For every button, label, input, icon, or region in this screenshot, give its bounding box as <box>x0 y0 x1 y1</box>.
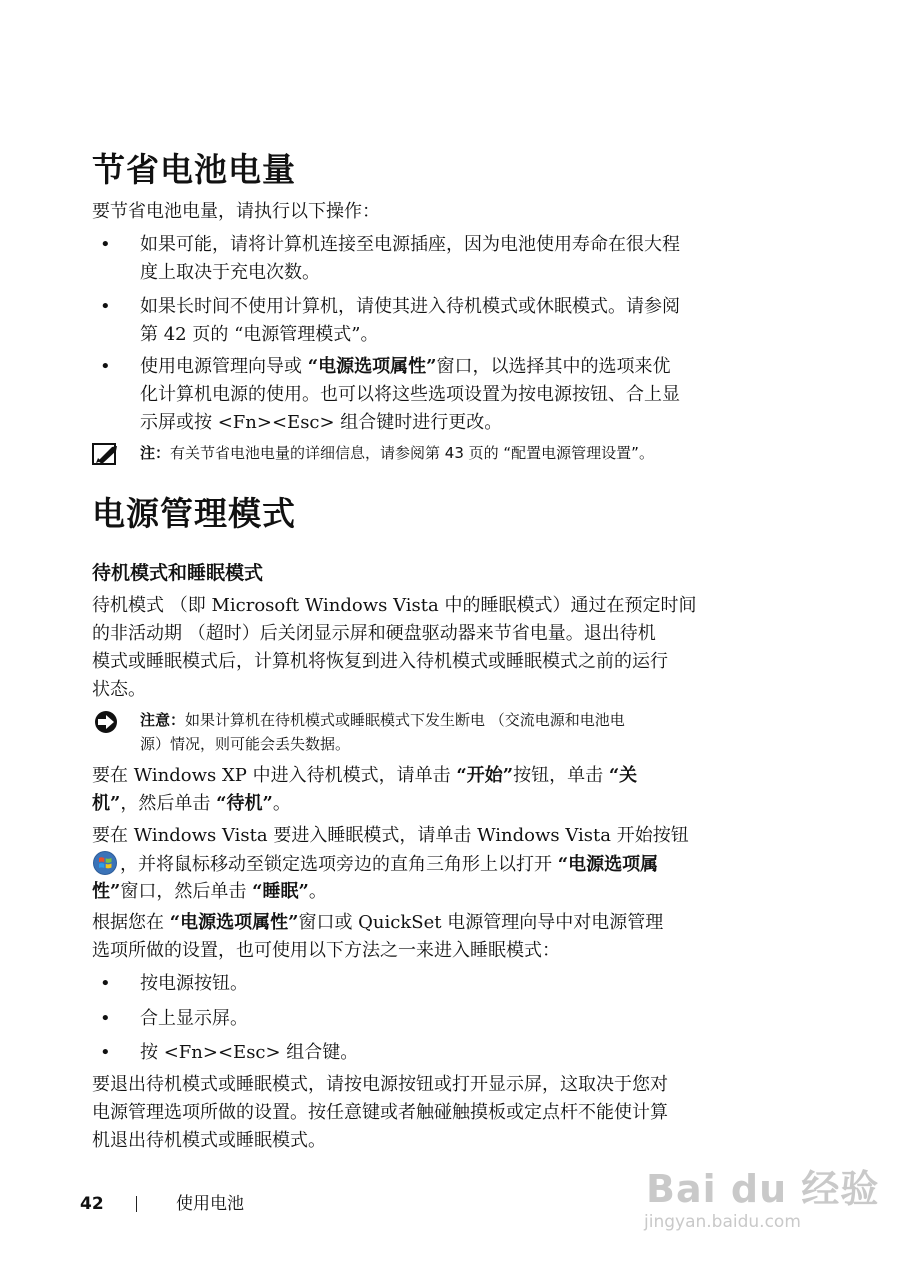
text-run: 窗口，然后单击 <box>120 881 253 902</box>
bold-term: “睡眠” <box>252 881 309 902</box>
pencil-note-icon <box>92 443 120 472</box>
list-item-line: 示屏或按 <Fn><Esc> 组合键时进行更改。 <box>140 412 503 433</box>
caution-text: 如果计算机在待机模式或睡眠模式下发生断电 （交流电源和电池电 <box>185 711 625 729</box>
note-label: 注： <box>140 444 171 462</box>
vista-sleep-paragraph <box>92 822 792 906</box>
paragraph-line: 电源管理选项所做的设置。按任意键或者触碰触摸板或定点杆不能使计算 <box>92 1102 668 1123</box>
bullet-dot: • <box>100 356 111 377</box>
caution-line: 源）情况，则可能会丢失数据。 <box>140 735 351 753</box>
list-item-line: 合上显示屏。 <box>140 1008 248 1029</box>
caution-arrow-icon <box>92 710 120 741</box>
paragraph-line: 要在 Windows Vista 要进入睡眠模式，请单击 Windows Vista 开始按钮 <box>92 825 689 846</box>
bullet-dot: • <box>100 973 111 994</box>
bullet-dot: • <box>100 1042 111 1063</box>
list-item-line: 如果长时间不使用计算机，请使其进入待机模式或休眠模式。请参阅 <box>140 296 680 317</box>
footer-section-title: 使用电池 <box>176 1194 244 1214</box>
intro-line: 要节省电池电量，请执行以下操作： <box>92 201 380 222</box>
text-run: 窗口或 QuickSet 电源管理向导中对电源管理 <box>298 912 664 933</box>
list-item-line: 如果可能，请将计算机连接至电源插座，因为电池使用寿命在很大程 <box>140 234 680 255</box>
baidu-jingyan-watermark <box>640 1148 880 1246</box>
winxp-standby-paragraph <box>92 762 792 818</box>
windows-vista-start-icon <box>92 850 118 876</box>
paragraph-line: 要退出待机模式或睡眠模式，请按电源按钮或打开显示屏，这取决于您对 <box>92 1074 668 1095</box>
standby-description-paragraph <box>92 592 792 704</box>
section-heading-save-battery: 节省电池电量 <box>92 150 296 189</box>
bold-term: 机” <box>92 793 121 814</box>
bold-term: “电源选项属性” <box>169 912 299 933</box>
text-run: ，然后单击 <box>120 793 217 814</box>
bold-term: “电源选项属性” <box>307 356 437 377</box>
caution-label: 注意： <box>140 711 186 729</box>
bullet-dot: • <box>100 1008 111 1029</box>
paragraph-line <box>92 790 792 818</box>
text-run: 。 <box>308 881 327 902</box>
note-line <box>140 441 790 465</box>
bullet-dot: • <box>100 234 111 255</box>
subheading-standby-sleep: 待机模式和睡眠模式 <box>92 562 264 584</box>
list-item-line <box>140 353 790 381</box>
bold-term: “电源选项属 <box>557 854 659 875</box>
note-text: 有关节省电池电量的详细信息，请参阅第 43 页的 “配置电源管理设置”。 <box>170 444 654 462</box>
bullet-dot: • <box>100 296 111 317</box>
text-run: ，并将鼠标移动至锁定选项旁边的直角三角形上以打开 <box>120 854 558 875</box>
paragraph-line: 状态。 <box>92 679 146 700</box>
text-run: 窗口，以选择其中的选项来优 <box>436 356 671 377</box>
list-item-line: 按 <Fn><Esc> 组合键。 <box>140 1042 359 1063</box>
power-options-paragraph <box>92 909 792 965</box>
list-item-line: 按电源按钮。 <box>140 973 248 994</box>
caution-line <box>140 708 790 732</box>
text-run: 。 <box>272 793 291 814</box>
intro-paragraph <box>92 198 792 226</box>
text-run: 根据您在 <box>92 912 170 933</box>
paragraph-line: 模式或睡眠模式后，计算机将恢复到进入待机模式或睡眠模式之前的运行 <box>92 651 668 672</box>
footer-divider <box>136 1196 137 1212</box>
paragraph-line <box>92 909 792 937</box>
text-run: 按钮，单击 <box>513 765 609 786</box>
paragraph-line <box>92 762 792 790</box>
section-heading-power-modes: 电源管理模式 <box>92 494 296 533</box>
text-run: 要在 Windows XP 中进入待机模式，请单击 <box>92 765 457 786</box>
page-number: 42 <box>80 1194 104 1214</box>
watermark-brand: Bai du 经验 <box>646 1167 880 1211</box>
paragraph-line: 的非活动期 （超时）后关闭显示屏和硬盘驱动器来节省电量。退出待机 <box>92 623 656 644</box>
text-run: 使用电源管理向导或 <box>140 356 308 377</box>
paragraph-line <box>92 850 792 878</box>
bold-term: “开始” <box>456 765 514 786</box>
list-item-line: 第 42 页的 “电源管理模式”。 <box>140 324 379 345</box>
paragraph-line: 机退出待机模式或睡眠模式。 <box>92 1130 326 1151</box>
bold-term: 性” <box>92 881 121 902</box>
paragraph-line <box>92 878 792 906</box>
paragraph-line: 选项所做的设置，也可使用以下方法之一来进入睡眠模式： <box>92 940 560 961</box>
bold-term: “关 <box>608 765 638 786</box>
paragraph-line: 待机模式 （即 Microsoft Windows Vista 中的睡眠模式）通过在预定时间 <box>92 595 697 616</box>
list-item-line: 度上取决于充电次数。 <box>140 262 320 283</box>
watermark-url: jingyan.baidu.com <box>644 1212 801 1232</box>
exit-standby-paragraph <box>92 1071 792 1155</box>
bold-term: “待机” <box>216 793 273 814</box>
list-item-line: 化计算机电源的使用。也可以将这些选项设置为按电源按钮、合上显 <box>140 384 680 405</box>
